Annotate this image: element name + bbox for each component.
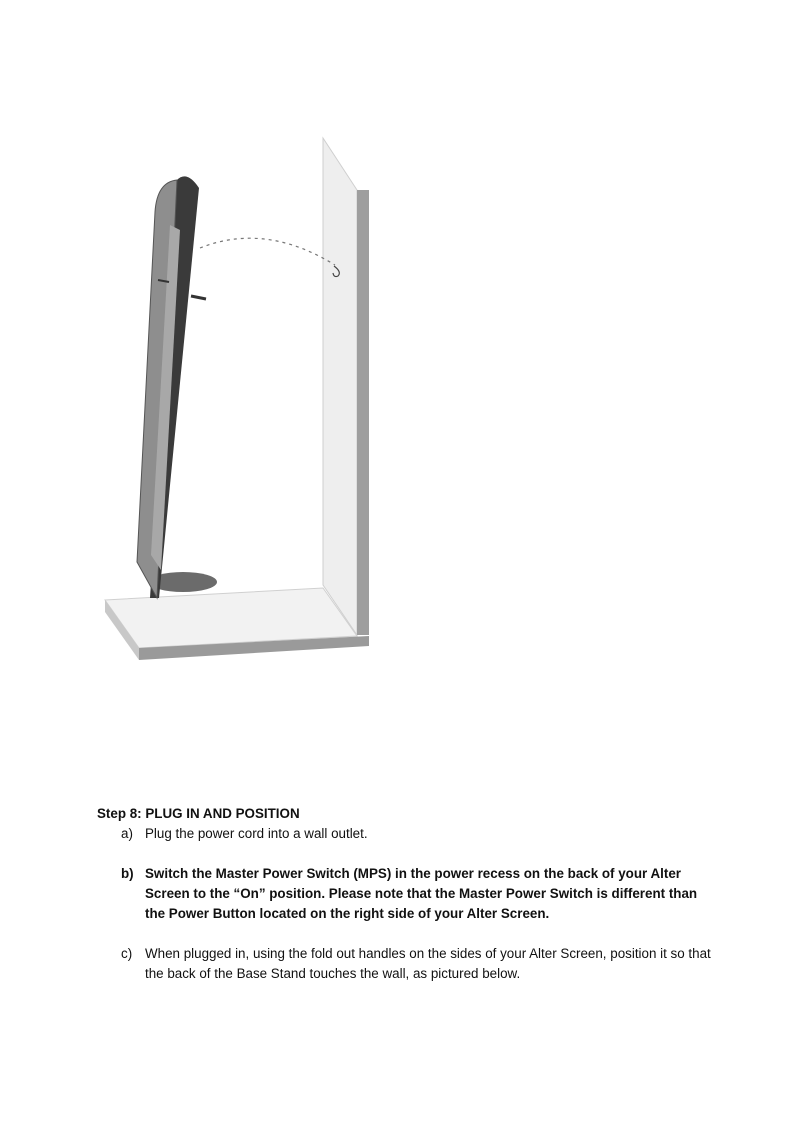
- step-8-instructions: [97, 804, 717, 984]
- alter-screen-against-wall-icon: [95, 130, 395, 670]
- step-marker: c): [121, 946, 133, 961]
- step-item-b: [97, 864, 717, 924]
- right-handle: [191, 296, 206, 299]
- step-text: Plug the power cord into a wall outlet.: [145, 826, 368, 841]
- step-text: Switch the Master Power Switch (MPS) in the power recess on the back of your Alter Screen to the “On” position. Please note that the Master Power Switch is different than the Power Button located on the right side of your Alter Screen.: [145, 866, 698, 921]
- step-text: When plugged in, using the fold out handles on the sides of your Alter Screen, position it so that the back of the Base Stand touches the wall, as pictured below.: [145, 946, 711, 981]
- power-cord: [200, 238, 335, 265]
- wall-front-face: [323, 138, 357, 635]
- step-item-a: [97, 824, 717, 844]
- step-item-c: [97, 944, 717, 984]
- wall-edge: [357, 190, 369, 635]
- step-marker: b): [121, 866, 134, 881]
- alter-screen-illustration: [95, 130, 395, 670]
- step-title: Step 8: PLUG IN AND POSITION: [97, 806, 300, 821]
- step-list: [97, 824, 717, 984]
- step-marker: a): [121, 826, 133, 841]
